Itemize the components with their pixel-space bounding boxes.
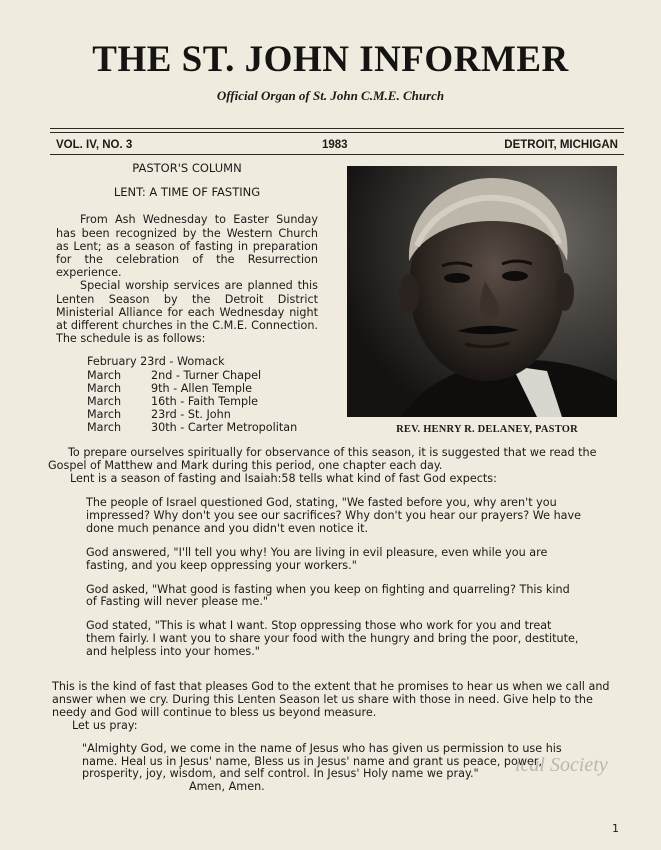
quote-paragraph: God answered, "I'll tell you why! You are living in evil pleasure, even while you are fasting, and you keep oppressing your workers." [86, 545, 548, 572]
schedule-list [56, 355, 318, 434]
masthead-subtitle: Official Organ of St. John C.M.E. Church [216, 88, 445, 103]
column-heading: PASTOR'S COLUMN [132, 161, 242, 175]
top-rule-2 [50, 132, 624, 133]
issue-year: 1983 [322, 139, 348, 151]
issue-location: DETROIT, MICHIGAN [504, 139, 618, 151]
quote-paragraph: God asked, "What good is fasting when you keep on fighting and quarreling? This kind of Fasting will never please me." [86, 582, 570, 609]
schedule-item: March 2nd - Turner Chapel [87, 368, 262, 382]
column-paragraph: Special worship services are planned this Lenten Season by the Detroit District Ministerial Alliance for each Wednesday night at different churches in the C.M.E. Connection. The schedule is as follows: [56, 279, 318, 346]
body-intro [50, 447, 608, 486]
schedule-item: March 16th - Faith Temple [87, 395, 259, 409]
page-number: 1 [612, 822, 619, 835]
schedule-item: March 23rd - St. John [87, 408, 231, 422]
closing-paragraph: This is the kind of fast that pleases God to the extent that he promises to hear us when we call and answer when we cry. During this Lenten Season let us share with those in need. Give help to the needy and God will continue to bless us beyond measure. [52, 680, 610, 719]
column-title: LENT: A TIME OF FASTING [113, 185, 261, 200]
closing-section [52, 681, 612, 794]
schedule-item: February 23rd - Womack [87, 355, 225, 369]
isaiah-quotes [42, 497, 622, 659]
issue-rule [50, 154, 624, 155]
portrait-illustration [347, 166, 617, 417]
pastors-column [56, 162, 318, 435]
pastor-portrait [347, 166, 617, 417]
pray-intro: Let us pray: [72, 718, 138, 732]
watermark: ical Society [515, 754, 608, 776]
quote-paragraph: God stated, "This is what I want. Stop oppressing those who work for you and treat them fairly. I want you to share your food with the hungry and bring the poor, destitute, and helpless into your homes." [86, 619, 579, 659]
body-paragraph: Lent is a season of fasting and Isaiah:58 tells what kind of fast God expects: [70, 471, 497, 485]
body-paragraph: To prepare ourselves spiritually for observance of this season, it is suggested that we read the Gospel of Matthew and Mark during this period, one chapter each day. [48, 446, 597, 472]
top-rule [50, 128, 624, 129]
photo-caption: REV. HENRY R. DELANEY, PASTOR [396, 424, 578, 435]
quote-paragraph: The people of Israel questioned God, stating, "We fasted before you, why aren't you impressed? Why don't you see our sacrifices? Why don't you hear our prayers? We have done much penance and you didn't even notice it. [86, 496, 582, 535]
column-paragraph: From Ash Wednesday to Easter Sunday has been recognized by the Western Church as Lent; as a season of fasting in preparation for the celebration of the Resurrection experience. [56, 213, 318, 280]
issue-volume: VOL. IV, NO. 3 [56, 139, 133, 151]
prayer-text: "Almighty God, we come in the name of Jesus who has given us permission to use his name. Heal us in Jesus' name, Bless us in Jesus' name and grant us peace, power, prosperity, joy, wisdom, and self control. In Jesus' Holy name we pray." [82, 741, 562, 781]
schedule-item: March 30th - Carter Metropolitan [87, 421, 298, 435]
amen-line: Amen, Amen. [189, 780, 265, 794]
schedule-item: March 9th - Allen Temple [87, 381, 252, 395]
masthead-title: THE ST. JOHN INFORMER [92, 39, 569, 80]
